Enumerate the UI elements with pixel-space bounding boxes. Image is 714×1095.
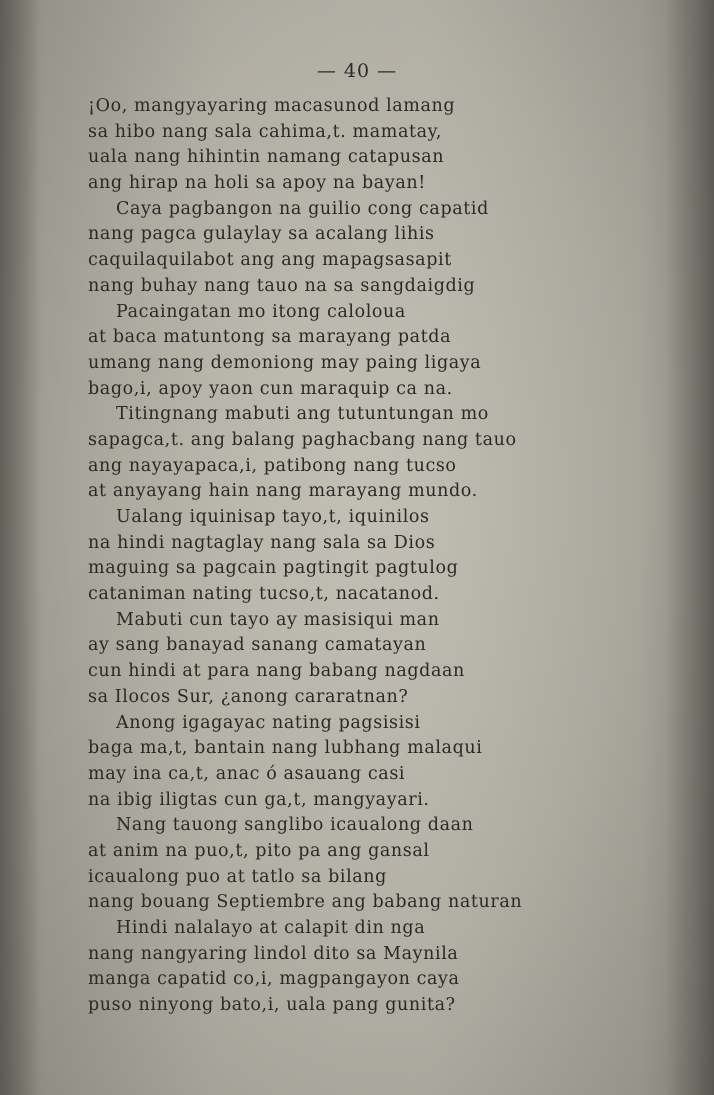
poem-line: baga ma,t, bantain nang lubhang malaqui [88,738,483,759]
poem-line: Anong igagayac nating pagsisisi [116,712,421,733]
poem-line: nang nangyaring lindol dito sa Maynila [88,943,459,964]
poem-line: na hindi nagtaglay nang sala sa Dios [88,532,436,553]
poem-line: bago,i, apoy yaon cun maraquip ca na. [88,378,453,399]
poem-line: ang nayayapaca,i, patibong nang tucso [88,455,457,476]
poem-line: Mabuti cun tayo ay masisiqui man [116,609,440,630]
poem-line: nang bouang Septiembre ang babang naturan [88,892,523,913]
poem-line: puso ninyong bato,i, uala pang gunita? [88,995,456,1016]
poem-line: caquilaquilabot ang ang mapagsasapit [88,250,452,271]
poem-line: Hindi nalalayo at calapit din nga [116,918,426,938]
poem-line: umang nang demoniong may paing ligaya [88,352,482,373]
poem-line: maguing sa pagcain pagtingit pagtulog [88,558,459,579]
page-shadow-left [0,0,40,1095]
poem-line: Nang tauong sanglibo icaualong daan [116,815,474,836]
poem-line: sa Ilocos Sur, ¿anong cararatnan? [88,686,409,707]
poem-text [88,94,648,1019]
poem-line: at anyayang hain nang marayang mundo. [88,481,478,502]
page-number: — 40 — [316,60,398,82]
poem-line: sapagca,t. ang balang paghacbang nang tauo [88,429,517,450]
poem-line: na ibig iligtas cun ga,t, mangyayari. [88,789,430,810]
poem-line: cun hindi at para nang babang nagdaan [88,661,465,682]
poem-line: sa hibo nang sala cahima,t. mamatay, [88,121,442,142]
poem-line: Ualang iquinisap tayo,t, iquinilos [116,507,430,527]
poem-line: icaualong puo at tatlo sa bilang [88,866,387,887]
poem-line: nang pagca gulaylay sa acalang lihis [88,224,435,245]
poem-line: nang buhay nang tauo na sa sangdaigdig [88,275,476,296]
poem-line: at baca matuntong sa marayang patda [88,327,452,348]
poem-line: cataniman nating tucso,t, nacatanod. [88,584,440,605]
page-shadow-right [666,0,714,1095]
poem-line: Caya pagbangon na guilio cong capatid [116,198,489,219]
poem-line: may ina ca,t, anac ó asauang casi [88,763,406,784]
poem-line: Titingnang mabuti ang tutuntungan mo [116,404,489,425]
poem-line: ay sang banayad sanang camatayan [88,635,427,656]
poem-line: Pacaingatan mo itong caloloua [116,301,406,322]
poem-line: at anim na puo,t, pito pa ang gansal [88,840,430,861]
poem-line: manga capatid co,i, magpangayon caya [88,969,460,990]
poem-line: ¡Oo, mangyayaring macasunod lamang [88,96,456,116]
poem-line: uala nang hihintin namang catapusan [88,147,445,168]
poem-line: ang hirap na holi sa apoy na bayan! [88,173,426,194]
